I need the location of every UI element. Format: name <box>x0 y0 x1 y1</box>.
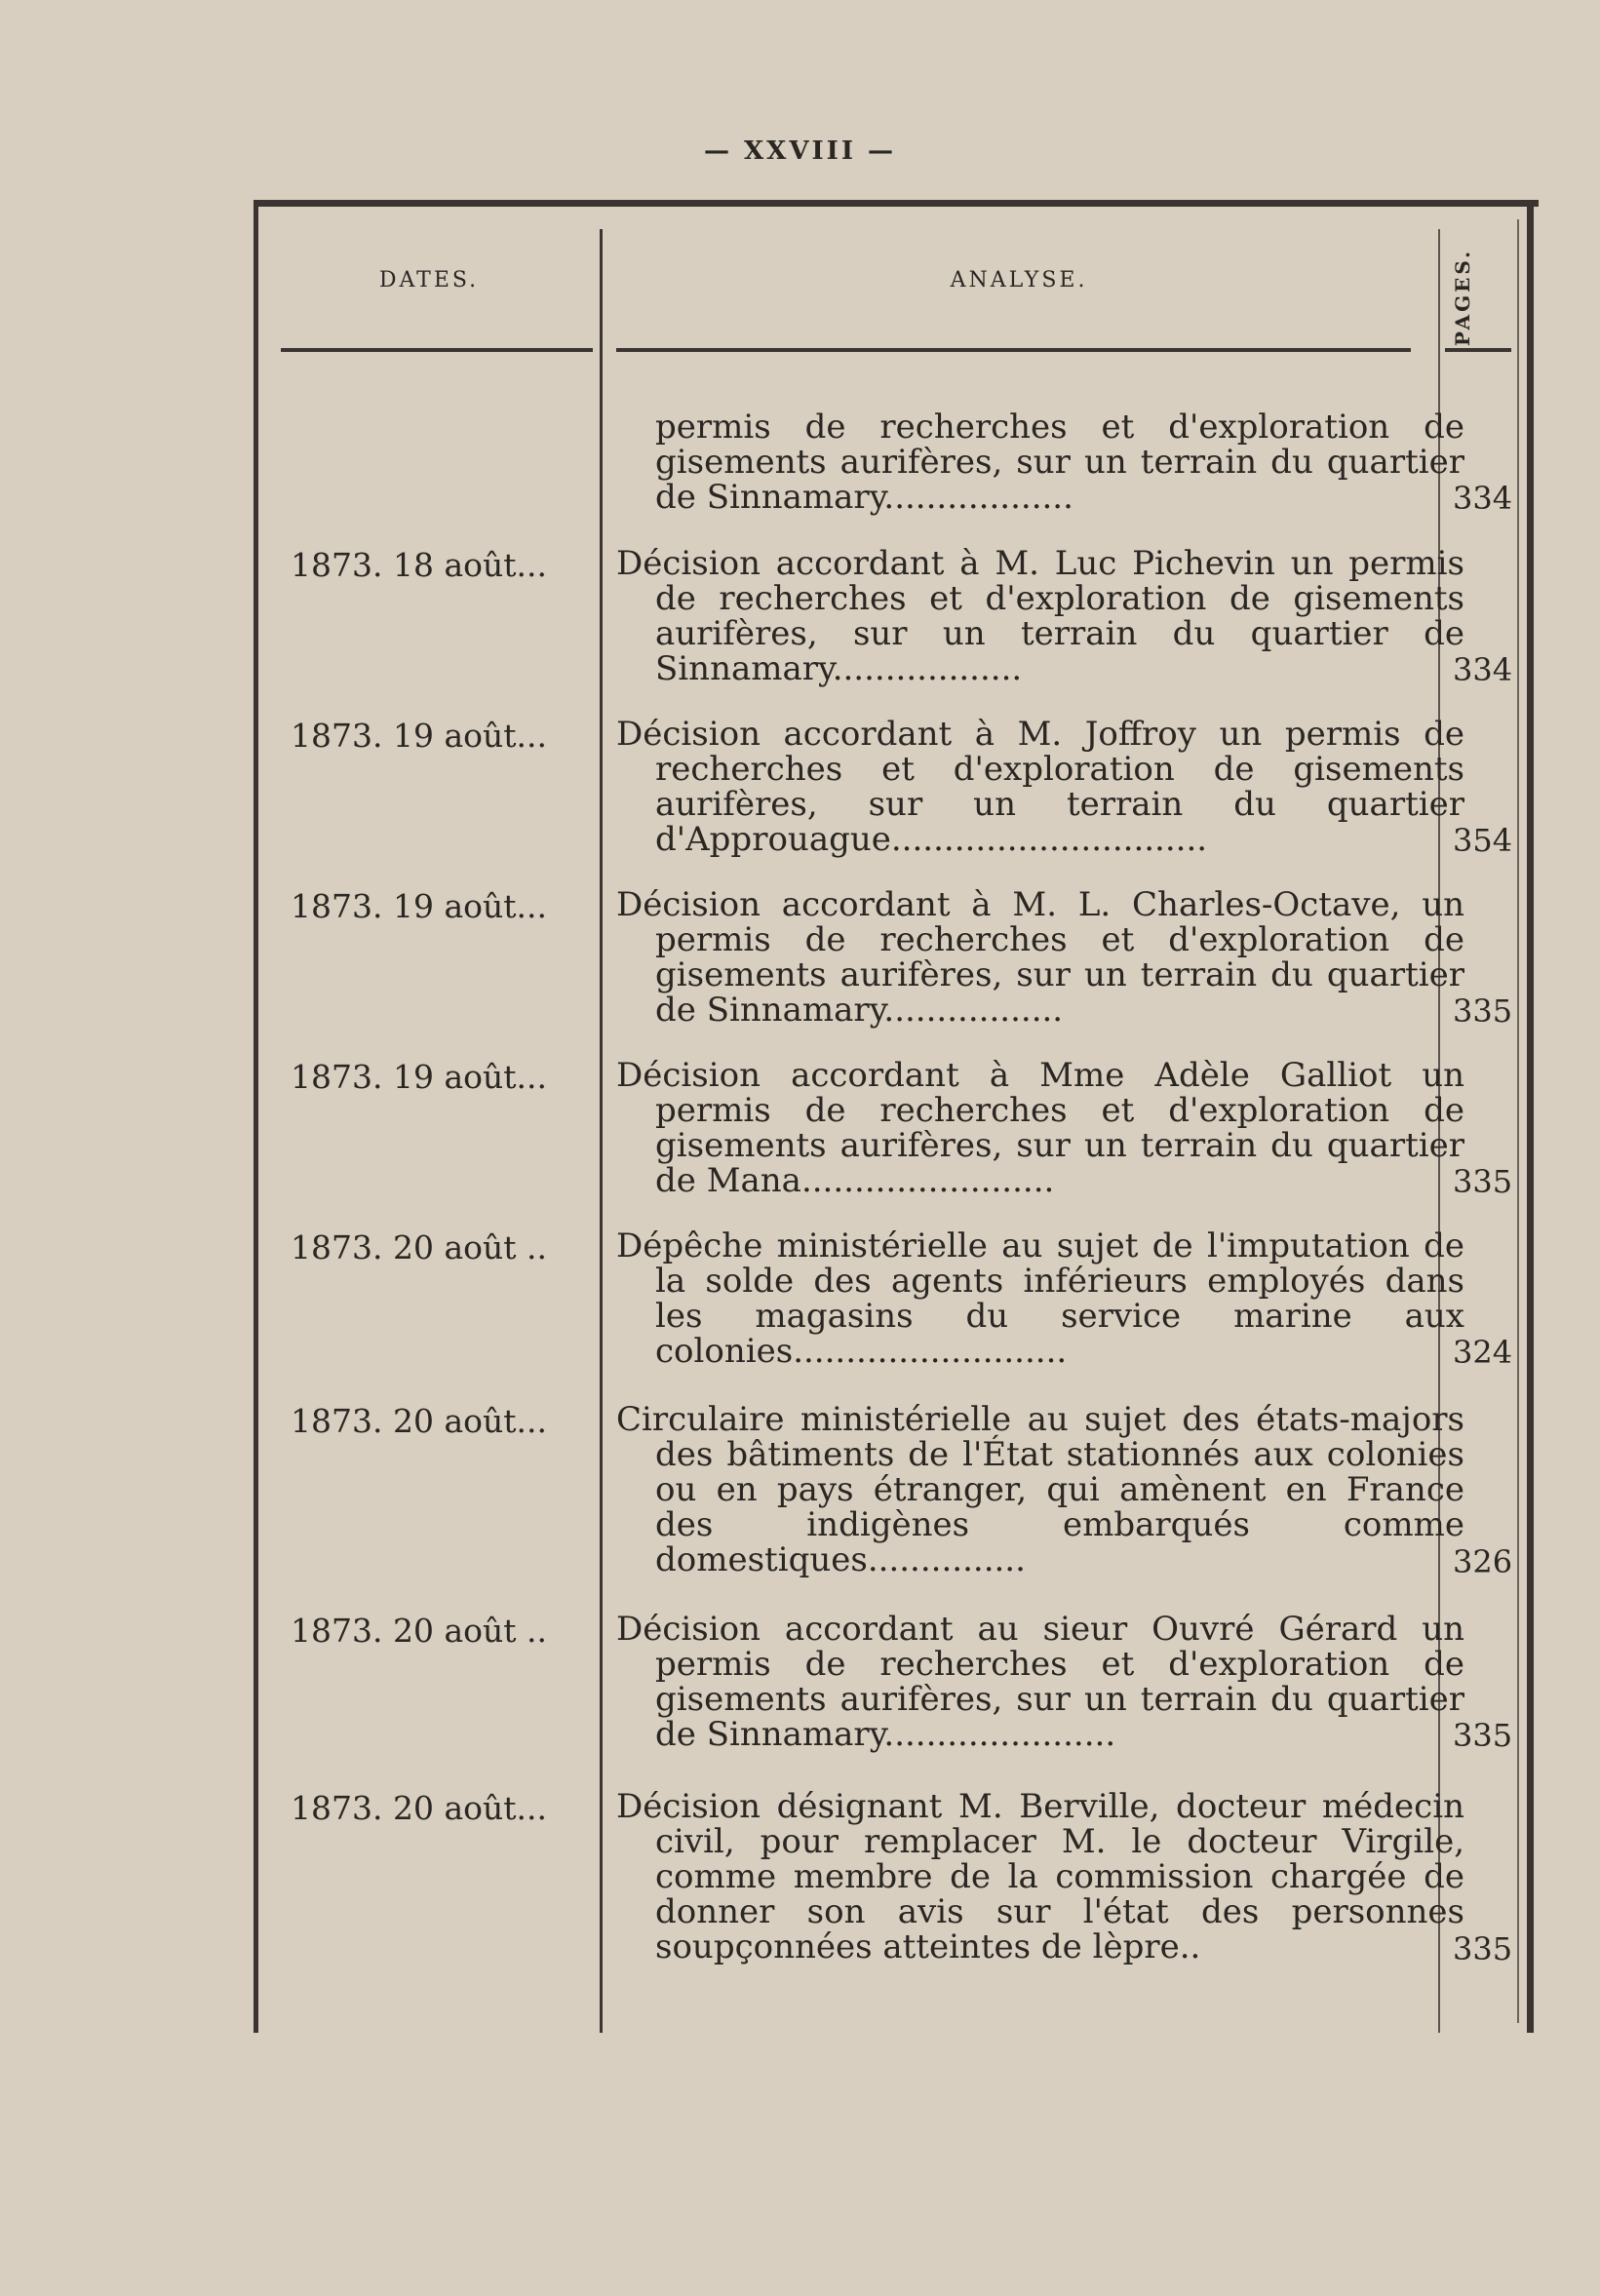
row-analysis: Décision accordant à M. Luc Pichevin un permis de recherches et d'exploration de gisements aurifères, sur un terrain du quartier de Sinnamary.................. <box>616 544 1464 688</box>
row-page: 335 <box>1453 1930 1513 1967</box>
row-analysis: permis de recherches et d'exploration de gisements aurifères, sur un terrain du quartier de Sinnamary.................. <box>655 408 1464 517</box>
page-header: — XXVIII — <box>703 136 897 166</box>
row-analysis: Décision accordant à M. L. Charles-Octave, un permis de recherches et d'exploration de gisements aurifères, sur un terrain du quartier de Sinnamary................. <box>616 885 1464 1030</box>
row-page: 334 <box>1453 480 1513 517</box>
row-page: 354 <box>1453 822 1513 859</box>
row-date: 1873. 19 août... <box>291 717 547 755</box>
right-inner-rule <box>1517 219 1519 2023</box>
row-analysis: Décision accordant à M. Joffroy un permis de recherches et d'exploration de gisements aurifères, sur un terrain du quartier d'Approuague.............................. <box>616 715 1464 859</box>
row-analysis: Décision accordant au sieur Ouvré Gérard un permis de recherches et d'exploration de gisements aurifères, sur un terrain du quartier de Sinnamary...................... <box>616 1610 1464 1754</box>
column-divider-dates <box>600 229 603 2033</box>
row-page: 334 <box>1453 651 1513 688</box>
row-analysis: Dépêche ministérielle au sujet de l'imputation de la solde des agents inférieurs employés dans les magasins du service marine aux colonies.......................... <box>616 1226 1464 1371</box>
row-page: 335 <box>1453 1717 1513 1754</box>
header-analyse: ANALYSE. <box>950 268 1088 292</box>
row-page: 335 <box>1453 992 1513 1030</box>
table-frame <box>254 200 1539 2033</box>
header-pages: PAGES. <box>1451 248 1474 347</box>
row-date: 1873. 18 août... <box>291 546 547 584</box>
header-rule-analyse <box>616 348 1411 352</box>
row-analysis: Décision désignant M. Berville, docteur médecin civil, pour remplacer M. le docteur Virgile, comme membre de la commission chargée de donner son avis sur l'état des personnes soupçonnées atteintes de lèpre.. <box>616 1787 1464 1966</box>
top-rule <box>254 200 1539 207</box>
row-analysis: Décision accordant à Mme Adèle Galliot un permis de recherches et d'exploration de gisements aurifères, sur un terrain du quartier de Mana........................ <box>616 1056 1464 1200</box>
row-page: 335 <box>1453 1163 1513 1200</box>
right-rule <box>1527 200 1534 2033</box>
row-date: 1873. 20 août... <box>291 1789 547 1827</box>
row-page: 326 <box>1453 1543 1513 1580</box>
header-rule-pages <box>1445 348 1511 352</box>
row-date: 1873. 20 août .. <box>291 1228 547 1266</box>
left-rule <box>254 200 258 2033</box>
header-dates: DATES. <box>378 268 480 292</box>
row-date: 1873. 19 août... <box>291 1058 547 1096</box>
row-date: 1873. 20 août .. <box>291 1612 547 1650</box>
row-page: 324 <box>1453 1334 1513 1371</box>
row-date: 1873. 20 août... <box>291 1402 547 1440</box>
row-analysis: Circulaire ministérielle au sujet des états-majors des bâtiments de l'État stationnés aux colonies ou en pays étranger, qui amènent en France des indigènes embarqués comme domestiques............... <box>616 1400 1464 1579</box>
row-date: 1873. 19 août... <box>291 887 547 925</box>
header-rule-dates <box>281 348 593 352</box>
